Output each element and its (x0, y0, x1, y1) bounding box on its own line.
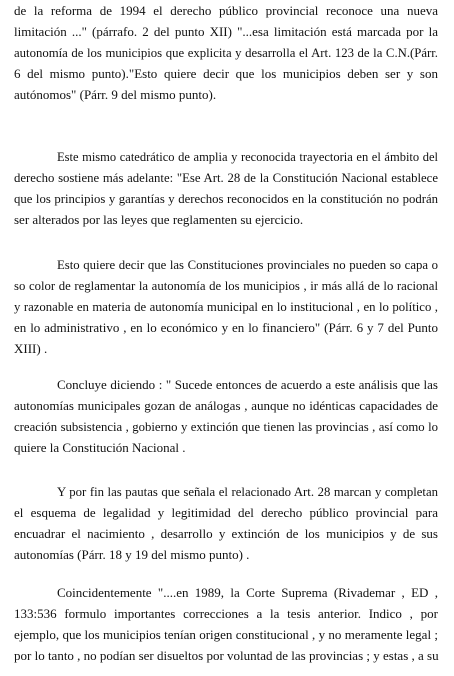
text-line: autónomos" (Párr. 9 del mismo punto). (14, 87, 217, 102)
text-line: el esquema de legalidad y legitimidad del derecho público provincial para (14, 505, 438, 520)
text-line: limitación ..." (párrafo. 2 del punto XII) "...esa limitación está marcada por la (14, 24, 438, 39)
text-line: creación subsistencia , gobierno y extinción que tienen las provincias , así como lo (14, 420, 438, 434)
text-line: autonomías municipales gozan de análogas , aunque no idénticas capacidades de (14, 398, 438, 413)
text-line: Coincidentemente "....en 1989, la Corte Suprema (Rivademar , ED , (57, 585, 438, 600)
text-line: por lo tanto , no podían ser disueltos por voluntad de las provincias ; y estas , a su (14, 648, 439, 663)
text-line: ser alterados por las leyes que reglamenten su ejercicio. (14, 212, 304, 227)
text-line: 6 del mismo punto)."Esto quiere decir que los municipios deben ser y son (14, 66, 438, 81)
text-line: de la reforma de 1994 el derecho público provincial reconoce una nueva (14, 3, 438, 18)
text-line: y razonable en materia de autonomía municipal en lo institucional , en lo político , (14, 300, 438, 314)
text-line: que los principios y garantías y derechos reconocidos en la constitución no podrán (14, 192, 438, 206)
text-line: so color de reglamentar la autonomía de los municipios , ir más allá de lo racional (14, 279, 438, 293)
text-line: Y por fin las pautas que señala el relacionado Art. 28 marcan y completan (57, 485, 438, 499)
text-line: autonomías (Párr. 18 y 19 del mismo punto) . (14, 547, 250, 562)
text-line: Este mismo catedrático de amplia y reconocida trayectoria en el ámbito del (57, 150, 438, 164)
text-line: autonomía de los municipios que explicita y desarrolla el Art. 123 de la C.N.(Párr. (14, 46, 438, 60)
text-line: en lo administrativo , en lo económico y en lo financiero" (Párr. 6 y 7 del Punto (14, 320, 438, 335)
text-line: encuadrar el nacimiento , desarrollo y extinción de los municipios y de sus (14, 526, 438, 541)
text-line: derecho sostiene más adelante: "Ese Art. 28 de la Constitución Nacional establece (14, 171, 438, 185)
text-line: quiere la Constitución Nacional . (14, 440, 186, 455)
text-line: Esto quiere decir que las Constituciones provinciales no pueden so capa o (57, 258, 438, 272)
text-line: Concluye diciendo : " Sucede entonces de acuerdo a este análisis que las (57, 377, 438, 392)
text-line: 133:536 formulo importantes correcciones a la tesis anterior. Indico , por (14, 606, 438, 621)
text-line: ejemplo, que los municipios tenían origen constitucional , y no meramente legal ; (14, 627, 438, 642)
text-line: XIII) . (14, 341, 48, 356)
